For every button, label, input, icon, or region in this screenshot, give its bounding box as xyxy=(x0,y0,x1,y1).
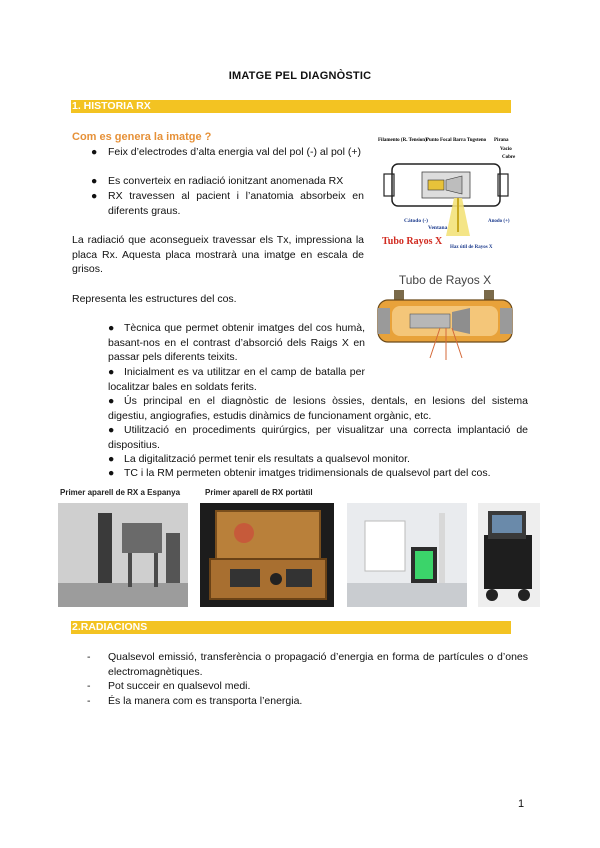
bullet-item: ● RX travessen al pacient i l’anatomia absorbeix en diferents graus. xyxy=(91,190,364,217)
portable-xray-photo xyxy=(200,503,334,607)
bullet-item: ● Tècnica que permet obtenir imatges del cos humà, basant-nos en el contrast d’absorció dels Raigs X en passar pels diferents teixits. xyxy=(108,322,365,363)
list-item: - Qualsevol emissió, transferència o propagació d’energia en forma de partícules o d’ones electromagnètiques. xyxy=(87,651,528,678)
diagram-label: Ventana xyxy=(428,225,448,231)
xray-tube-illustration xyxy=(370,268,520,364)
paragraph: La radiació que aconsegueix travessar els Tx, impressiona la placa Rx. Aquesta placa mostrarà una imatge en escala de grisos. xyxy=(72,234,364,275)
diagram-label: Vacio xyxy=(500,147,512,152)
portable-digital-xray-photo xyxy=(478,503,540,607)
list-item: - Pot succeir en qualsevol medi. xyxy=(87,680,251,692)
xray-tube-diagram xyxy=(370,132,520,260)
bullet-item: ● Ús principal en el diagnòstic de lesions òssies, dentals, en lesions del sistema digestiu, angiografies, estudis dinàmics de funcionament orgànic, etc. xyxy=(108,395,528,422)
page-title: IMATGE PEL DIAGNÒSTIC xyxy=(228,70,372,82)
bullet-item: ● Inicialment es va utilitzar en el camp de batalla per localitzar bales en soldats ferits. xyxy=(108,366,365,393)
diagram-label: Haz útil de Rayos X xyxy=(450,245,493,250)
section-1-heading: 1. HISTORIA RX xyxy=(72,100,151,112)
diagram-label: Anodo (+) xyxy=(488,219,510,224)
paragraph: Representa les estructures del cos. xyxy=(72,293,237,305)
illustration-title: Tubo de Rayos X xyxy=(398,273,492,287)
section-2-heading: 2.RADIACIONS xyxy=(72,621,148,633)
modern-xray-room-photo xyxy=(347,503,467,607)
diagram-label: Pirana xyxy=(494,138,509,143)
diagram-label: Cobre xyxy=(502,155,516,160)
diagram-label: Cátodo (-) xyxy=(404,218,428,224)
bullet-item: ● TC i la RM permeten obtenir imatges tridimensionals de qualsevol part del cos. xyxy=(108,467,491,479)
photo-caption: Primer aparell de RX a Espanya xyxy=(60,488,181,497)
bullet-item: ● Feix d’electrodes d’alta energia val del pol (-) al pol (+) xyxy=(91,146,361,158)
section-1-bar xyxy=(71,100,511,113)
historic-xray-photo xyxy=(58,503,188,607)
bullet-item: ● Utilització en procediments quirúrgics, per visualitzar una correcta implantació de dispositius. xyxy=(108,424,528,451)
subheading: Com es genera la imatge ? xyxy=(72,131,212,143)
section-2-bar xyxy=(71,621,511,634)
page-number: 1 xyxy=(518,798,525,810)
list-item: - És la manera com es transporta l’energia. xyxy=(87,695,303,707)
bullet-item: ● La digitalització permet tenir els resultats a qualsevol monitor. xyxy=(108,453,410,465)
photo-caption: Primer aparell de RX portàtil xyxy=(205,488,313,497)
diagram-label: Filamento (R. Tension) xyxy=(378,138,427,143)
bullet-item: ● Es converteix en radiació ionitzant anomenada RX xyxy=(91,175,344,187)
diagram-label: Punto Focal Barra Tugsteno xyxy=(426,138,487,143)
diagram-caption: Tubo Rayos X xyxy=(382,236,443,247)
